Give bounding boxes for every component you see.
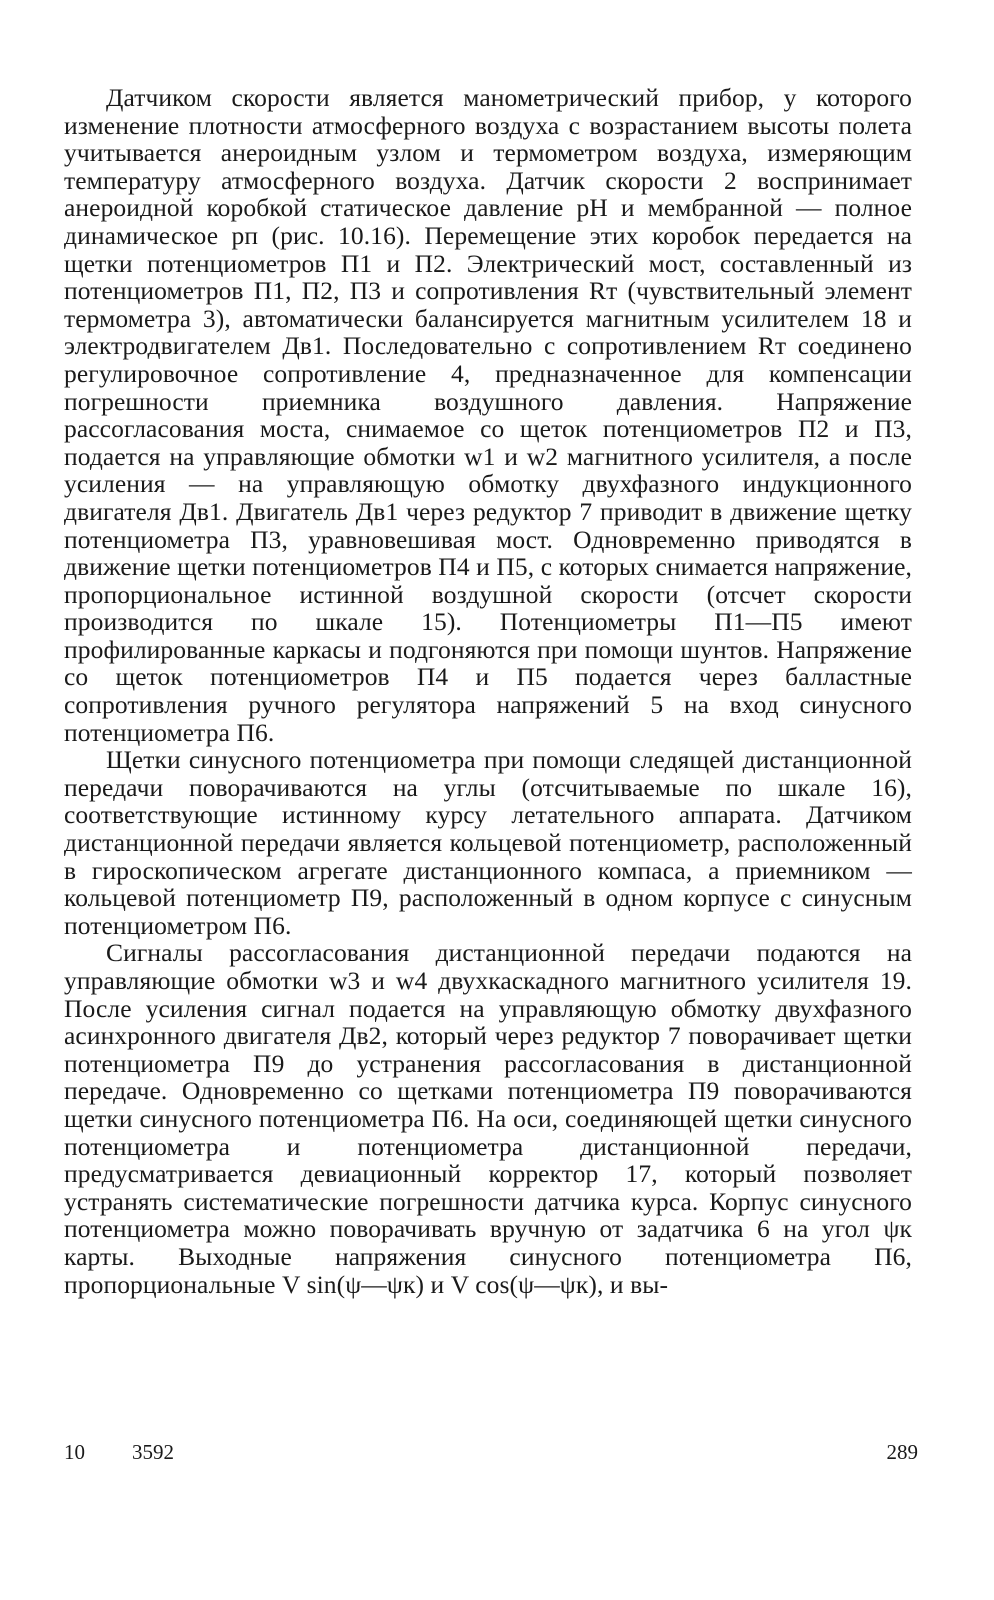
- paragraph-3: Сигналы рассогласования дистанционной передачи подаются на управляющие обмотки w3 и w4 двухкаскадного магнитного усилителя 19. После усиления сигнал подается на управляющую обмотку двухфазного асинхронного двигателя Дв2, который через редуктор 7 поворачивает щетки потенциометра П9 до устранения рассогласования в дистанционной передаче. Одновременно со щетками потенциометра П9 поворачиваются щетки синусного потенциометра П6. На оси, соединяющей щетки синусного потенциометра и потенциометра дистанционной передачи, предусматривается девиационный корректор 17, который позволяет устранять систематические погрешности датчика курса. Корпус синусного потенциометра можно поворачивать вручную от задатчика 6 на угол ψк карты. Выходные напряжения синусного потенциометра П6, пропорциональные V sin(ψ—ψк) и V cos(ψ—ψк), и вы-: [64, 938, 912, 1299]
- paragraph-1: Датчиком скорости является манометрический прибор, у которого изменение плотности атмосферного воздуха с возрастанием высоты полета учитывается анероидным узлом и термометром воздуха, измеряющим температуру атмосферного воздуха. Датчик скорости 2 воспринимает анероидной коробкой статическое давление pH и мембранной — полное динамическое pп (рис. 10.16). Перемещение этих коробок передается на щетки потенциометров П1 и П2. Электрический мост, составленный из потенциометров П1, П2, П3 и сопротивления Rт (чувствительный элемент термометра 3), автоматически балансируется магнитным усилителем 18 и электродвигателем Дв1. Последовательно с сопротивлением Rт соединено регулировочное сопротивление 4, предназначенное для компенсации погрешности приемника воздушного давления. Напряжение рассогласования моста, снимаемое со щеток потенциометров П2 и П3, подается на управляющие обмотки w1 и w2 магнитного усилителя, а после усиления — на управляющую обмотку двухфазного индукционного двигателя Дв1. Двигатель Дв1 через редуктор 7 приводит в движение щетку потенциометра П3, уравновешивая мост. Одновременно приводятся в движение щетки потенциометров П4 и П5, с которых снимается напряжение, пропорциональное истинной воздушной скорости (отсчет скорости производится по шкале 15). Потенциометры П1—П5 имеют профилированные каркасы и подгоняются при помощи шунтов. Напряжение со щеток потенциометров П4 и П5 подается через балластные сопротивления ручного регулятора напряжений 5 на вход синусного потенциометра П6.: [64, 83, 912, 747]
- paragraph-2: Щетки синусного потенциометра при помощи следящей дистанционной передачи поворачиваются на углы (отсчитываемые по шкале 16), соответствующие истинному курсу летательного аппарата. Датчиком дистанционной передачи является кольцевой потенциометр, расположенный в гироскопическом агрегате дистанционного компаса, а приемником — кольцевой потенциометр П9, расположенный в одном корпусе с синусным потенциометром П6.: [64, 745, 912, 940]
- sheet-signature: 10: [64, 1440, 85, 1464]
- page-number: 289: [886, 1440, 918, 1464]
- page-body: [64, 84, 912, 1298]
- order-number: 3592: [132, 1440, 174, 1464]
- page-footer: [64, 1440, 918, 1470]
